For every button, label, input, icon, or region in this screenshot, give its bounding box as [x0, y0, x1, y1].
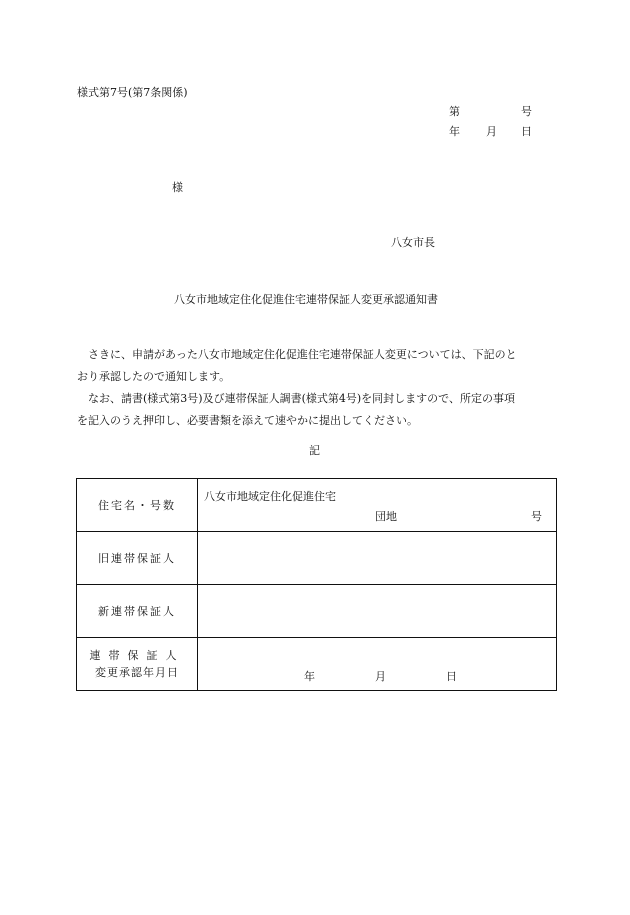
sender-name: 八女市長	[391, 236, 435, 249]
body-paragraph-2	[77, 388, 557, 432]
housing-name-text: 八女市地域定住化促進住宅	[204, 490, 336, 503]
housing-number-suffix: 号	[531, 510, 542, 523]
approval-year-label: 年	[304, 670, 315, 683]
table-row-housing	[77, 479, 557, 532]
housing-name-value-cell	[198, 479, 557, 532]
approval-date-label	[77, 638, 198, 691]
addressee-suffix: 様	[172, 181, 183, 194]
date-month-label: 月	[486, 125, 497, 138]
document-title: 八女市地域定住化促進住宅連帯保証人変更承認通知書	[174, 293, 438, 306]
form-code: 様式第7号(第7条関係)	[77, 86, 188, 99]
approval-month-label: 月	[375, 670, 386, 683]
table-row-old-guarantor	[77, 532, 557, 585]
body-paragraph-2-line-2: を記入のうえ押印し、必要書類を添えて速やかに提出してください。	[77, 414, 418, 427]
body-paragraph-2-line-1: なお、請書(様式第3号)及び連帯保証人調書(様式第4号)を同封しますので、所定の事項	[88, 392, 515, 405]
new-guarantor-value-cell	[198, 585, 557, 638]
old-guarantor-label-text: 旧連帯保証人	[98, 552, 176, 565]
body-paragraph-1	[77, 344, 557, 388]
body-paragraph-1-line-2: おり承認したので通知します。	[77, 370, 231, 383]
table-row-approval-date	[77, 638, 557, 691]
document-number-prefix: 第	[449, 105, 460, 118]
housing-name-label	[77, 479, 198, 532]
approval-date-label-line-1: 連帯保証人	[89, 649, 185, 662]
approval-date-label-line-2: 変更承認年月日	[95, 666, 179, 679]
detail-table	[76, 478, 557, 691]
date-year-label: 年	[449, 125, 460, 138]
housing-name-label-text: 住宅名・号数	[98, 499, 176, 512]
new-guarantor-label	[77, 585, 198, 638]
approval-day-label: 日	[446, 670, 457, 683]
date-day-label: 日	[521, 125, 532, 138]
document-number-suffix: 号	[521, 105, 532, 118]
approval-date-value-cell	[198, 638, 557, 691]
ki-heading: 記	[309, 444, 320, 457]
body-paragraph-1-line-1: さきに、申請があった八女市地域定住化促進住宅連帯保証人変更については、下記のと	[88, 348, 517, 361]
old-guarantor-label	[77, 532, 198, 585]
old-guarantor-value-cell	[198, 532, 557, 585]
table-row-new-guarantor	[77, 585, 557, 638]
new-guarantor-label-text: 新連帯保証人	[98, 605, 176, 618]
danchi-label: 団地	[375, 510, 397, 523]
